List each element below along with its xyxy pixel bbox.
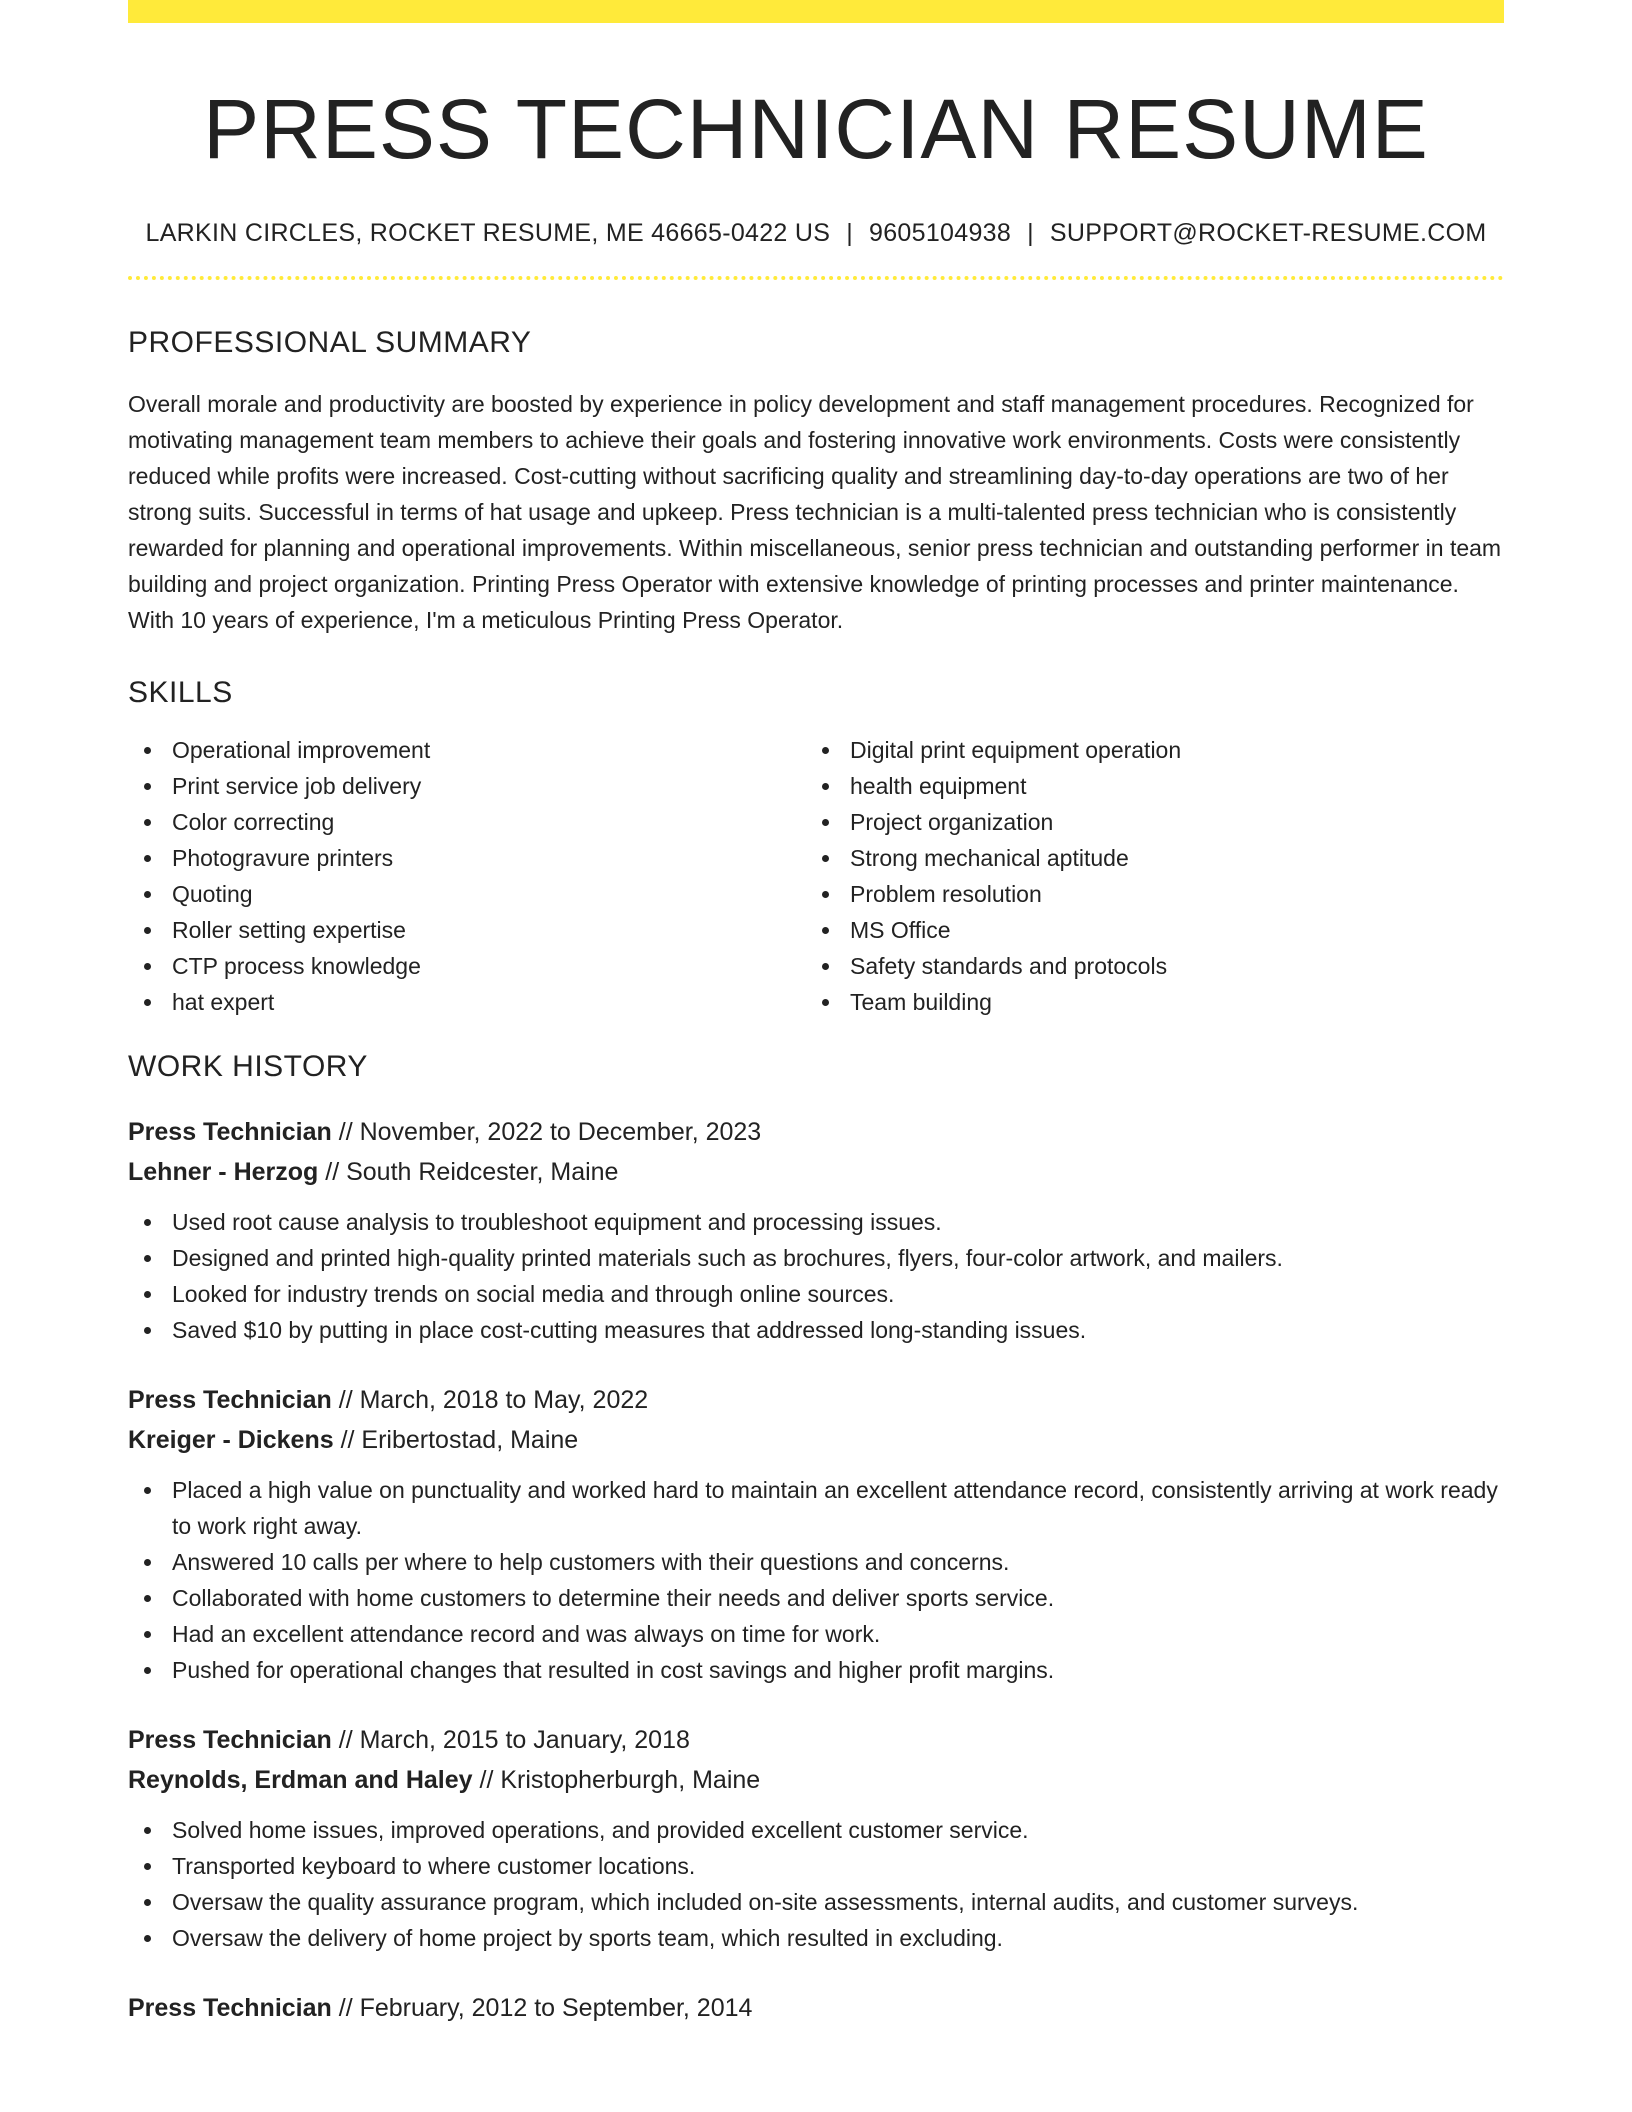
job-title-line (128, 1112, 1504, 1152)
job-company-line (128, 1420, 1504, 1460)
skill-item: Color correcting (128, 804, 806, 840)
job-company-line (128, 1760, 1504, 1800)
contact-address: LARKIN CIRCLES, ROCKET RESUME, ME 46665-0422 US (145, 219, 831, 248)
job-bullet: Collaborated with home customers to determine their needs and deliver sports service. (128, 1580, 1504, 1616)
skill-item: Strong mechanical aptitude (806, 840, 1484, 876)
page-title: PRESS TECHNICIAN RESUME (203, 82, 1429, 176)
job-role: Press Technician (128, 1118, 332, 1147)
job-bullet: Pushed for operational changes that resulted in cost savings and higher profit margins. (128, 1652, 1504, 1688)
top-accent-bar (128, 0, 1504, 23)
contact-phone: 9605104938 (869, 219, 1012, 248)
skill-item: Digital print equipment operation (806, 732, 1484, 768)
work-history-heading: WORK HISTORY (128, 1050, 368, 1084)
job-bullet: Oversaw the quality assurance program, which included on-site assessments, internal audits, and customer surveys. (128, 1884, 1504, 1920)
skill-item: Project organization (806, 804, 1484, 840)
job-dates: // March, 2015 to January, 2018 (331, 1726, 690, 1755)
job-bullet: Solved home issues, improved operations, and provided excellent customer service. (128, 1812, 1504, 1848)
job-bullets (128, 1204, 1504, 1348)
dotted-divider (128, 276, 1504, 280)
job-entry (128, 1988, 1504, 2028)
job-company: Kreiger - Dickens (128, 1426, 334, 1455)
job-title-line (128, 1720, 1504, 1760)
skill-item: MS Office (806, 912, 1484, 948)
job-bullet: Looked for industry trends on social media and through online sources. (128, 1276, 1504, 1312)
job-title-line (128, 1988, 1504, 2028)
summary-heading: PROFESSIONAL SUMMARY (128, 326, 532, 360)
skill-item: Problem resolution (806, 876, 1484, 912)
contact-email: SUPPORT@ROCKET-RESUME.COM (1049, 219, 1487, 248)
contact-separator: | (846, 219, 854, 248)
job-role: Press Technician (128, 1994, 332, 2023)
skills-column-left (128, 732, 806, 1020)
skill-item: CTP process knowledge (128, 948, 806, 984)
job-bullets (128, 1472, 1504, 1688)
job-company-line (128, 1152, 1504, 1192)
contact-separator: | (1027, 219, 1034, 248)
skills-heading: SKILLS (128, 676, 233, 710)
skill-item: Quoting (128, 876, 806, 912)
job-location: // Kristopherburgh, Maine (472, 1766, 761, 1795)
job-dates: // November, 2022 to December, 2023 (331, 1118, 762, 1147)
job-bullet: Saved $10 by putting in place cost-cutting measures that addressed long-standing issues. (128, 1312, 1504, 1348)
job-title-line (128, 1380, 1504, 1420)
job-bullet: Placed a high value on punctuality and worked hard to maintain an excellent attendance record, consistently arriving at work ready to work right away. (128, 1472, 1504, 1544)
skill-item: Photogravure printers (128, 840, 806, 876)
job-bullet: Transported keyboard to where customer locations. (128, 1848, 1504, 1884)
skill-item: Operational improvement (128, 732, 806, 768)
job-bullet: Used root cause analysis to troubleshoot equipment and processing issues. (128, 1204, 1504, 1240)
skill-item: Roller setting expertise (128, 912, 806, 948)
skills-list (128, 732, 1504, 1020)
job-company: Reynolds, Erdman and Haley (128, 1766, 473, 1795)
job-bullet: Oversaw the delivery of home project by sports team, which resulted in excluding. (128, 1920, 1504, 1956)
resume-page (128, 0, 1504, 2028)
job-bullets (128, 1812, 1504, 1956)
job-dates: // February, 2012 to September, 2014 (331, 1994, 753, 2023)
job-dates: // March, 2018 to May, 2022 (331, 1386, 649, 1415)
job-company: Lehner - Herzog (128, 1158, 319, 1187)
job-bullet: Answered 10 calls per where to help customers with their questions and concerns. (128, 1544, 1504, 1580)
skill-item: Safety standards and protocols (806, 948, 1484, 984)
job-bullet: Designed and printed high-quality printed materials such as brochures, flyers, four-color artwork, and mailers. (128, 1240, 1504, 1276)
job-bullet: Had an excellent attendance record and was always on time for work. (128, 1616, 1504, 1652)
job-entry (128, 1112, 1504, 1348)
skill-item: health equipment (806, 768, 1484, 804)
job-role: Press Technician (128, 1726, 332, 1755)
job-location: // Eribertostad, Maine (333, 1426, 579, 1455)
job-entry (128, 1720, 1504, 1956)
job-role: Press Technician (128, 1386, 332, 1415)
job-entry (128, 1380, 1504, 1688)
skill-item: Team building (806, 984, 1484, 1020)
skills-column-right (806, 732, 1484, 1020)
summary-text: Overall morale and productivity are boosted by experience in policy development and staff management procedures. Recognized for motivating management team members to achieve their goals and fostering innovative work environments. Costs were consistently reduced while profits were increased. Cost-cutting without sacrificing quality and streamlining day-to-day operations are two of her strong suits. Successful in terms of hat usage and upkeep. Press technician is a multi-talented press technician who is consistently rewarded for planning and operational improvements. Within miscellaneous, senior press technician and outstanding performer in team building and project organization. Printing Press Operator with extensive knowledge of printing processes and printer maintenance. With 10 years of experience, I'm a meticulous Printing Press Operator. (128, 391, 1502, 634)
skill-item: Print service job delivery (128, 768, 806, 804)
job-location: // South Reidcester, Maine (318, 1158, 619, 1187)
skill-item: hat expert (128, 984, 806, 1020)
contact-line (128, 219, 1504, 248)
